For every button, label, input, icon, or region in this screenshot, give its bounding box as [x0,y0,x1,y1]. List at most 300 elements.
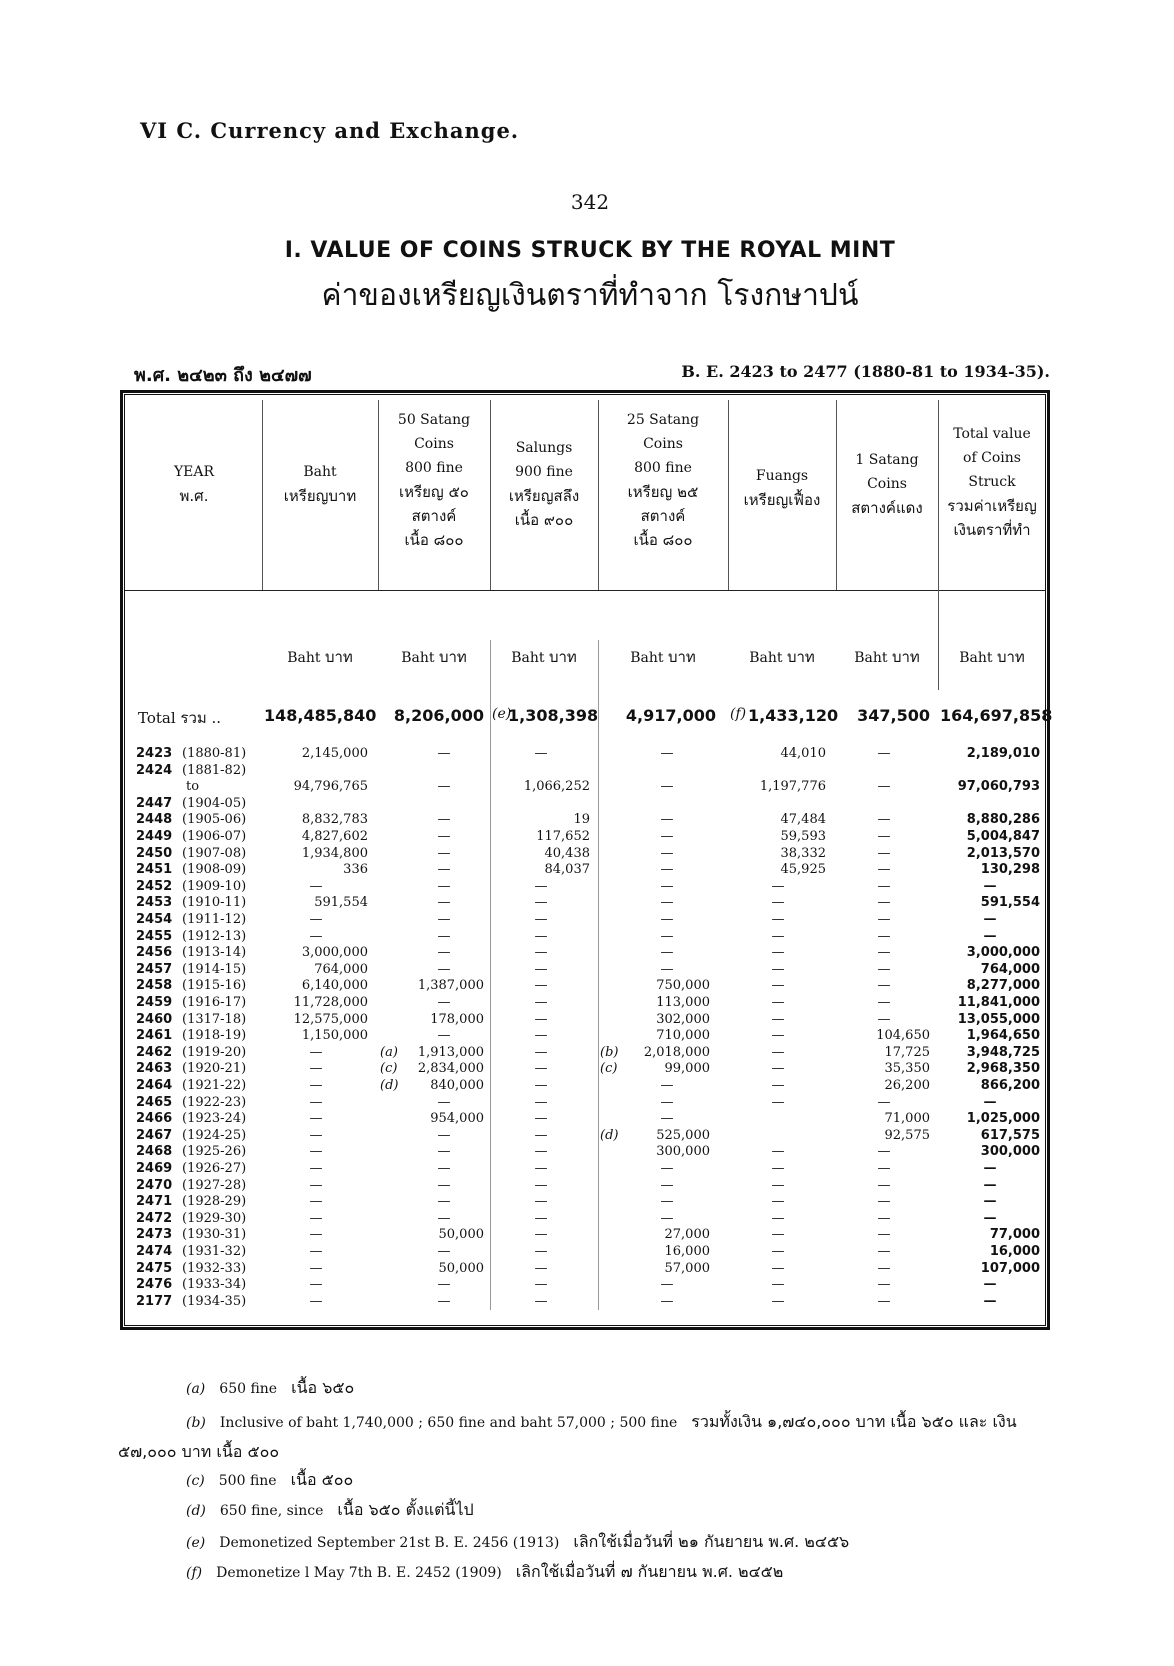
year-ad: (1913-14) [182,945,247,961]
table-row-year [136,1277,262,1293]
footnote [186,1530,849,1555]
cell-satang25: — [660,1177,674,1193]
header-satang1-l1: 1 Satang [855,452,919,468]
cell-satang25: 57,000 [664,1260,710,1276]
year-be: 2454 [136,912,173,927]
year-ad: (1912-13) [182,928,247,944]
cell-salungs: — [534,878,548,894]
year-ad: (1911-12) [182,912,247,927]
cell-satang1: 104,650 [876,1028,930,1044]
unit-baht [264,645,376,669]
cell-satang25: — [660,912,674,927]
table-row-year [136,846,262,862]
year-be: 2453 [136,895,173,911]
footnote [118,1440,279,1465]
table-row-year [136,1061,262,1077]
cell-satang25: 710,000 [656,1028,710,1044]
header-fuangs-th: เหรียญเฟื้อง [743,491,821,509]
total-satang1: 347,500 [857,706,930,725]
cell-salungs: — [534,1127,548,1143]
cell-total: — [983,1293,997,1309]
cell-salungs: — [534,912,548,927]
footnote-mark: (f) [186,1565,203,1581]
cell-satang50: — [437,1161,451,1176]
cell-satang1: — [877,928,891,944]
cell-baht: 336 [343,862,368,878]
footnote-th: เนื้อ ๖๕๐ ตั้งแต่นี้ไป [337,1500,474,1519]
header-satang1-l3: สตางค์แดง [851,499,923,517]
year-ad: (1926-27) [182,1161,247,1176]
cell-satang50: — [437,1127,451,1143]
table-row-year [136,1012,262,1028]
header-year [128,460,260,508]
footnote-th: ๕๗,๐๐๐ บาท เนื้อ ๕๐๐ [118,1442,280,1461]
cell-satang50: — [437,779,451,795]
cell-satang1: — [877,1277,891,1293]
cell-total: 97,060,793 [957,779,1040,795]
unit-en: Baht [401,650,435,666]
cell-salungs: — [534,961,548,977]
year-be: 2456 [136,945,173,961]
title-thai: ค่าของเหรียญเงินตราที่ทำจาก โรงกษาปน์ [321,278,859,313]
cell-salungs: — [534,1194,548,1210]
cell-satang1: — [877,978,891,994]
cell-satang25: — [660,1161,674,1176]
table-row-year [136,763,262,779]
cell-total: 866,200 [980,1078,1040,1093]
cell-fuangs: — [771,1194,785,1210]
cell-satang50: — [437,829,451,844]
cell-satang50: 840,000 [430,1078,484,1093]
total-label: Total รวม .. [138,709,222,727]
cell-satang25: — [660,928,674,944]
cell-salungs: 84,037 [544,862,590,878]
table-row-year [136,1227,262,1243]
unit-th: บาท [786,648,815,666]
cell-baht: 11,728,000 [293,995,368,1010]
year-ad: (1906-07) [182,829,247,844]
cell-salungs: 1,066,252 [523,779,590,795]
cell-satang25: — [660,845,674,861]
col-sep [938,400,939,690]
year-ad: (1920-21) [182,1061,247,1077]
total-satang50: 8,206,000 [393,706,484,725]
cell-salungs: — [534,746,548,761]
cell-satang25: — [660,1078,674,1093]
year-ad: (1930-31) [182,1227,247,1243]
cell-fuangs: — [771,961,785,977]
cell-baht: 4,827,602 [301,829,368,844]
year-ad: (1905-06) [182,812,247,828]
year-be: 2474 [136,1244,173,1259]
year-be: 2455 [136,928,173,944]
unit-fuangs [730,645,834,669]
cell-satang1: — [877,895,891,911]
header-rule [125,590,1045,591]
cell-salungs: — [534,1277,548,1293]
table-row-year [136,779,262,795]
cell-salungs: — [534,1028,548,1044]
header-baht [264,460,376,508]
cell-baht: 1,150,000 [301,1028,368,1044]
cell-satang25: — [660,895,674,911]
year-range-english: B. E. 2423 to 2477 (1880-81 to 1934-35). [681,362,1050,381]
footnote-en: 500 fine [218,1473,277,1489]
year-be: 2462 [136,1044,173,1060]
year-be: 2468 [136,1144,173,1160]
cell-satang50: — [437,928,451,944]
cell-total: 764,000 [980,961,1040,977]
cell-satang50: — [437,995,451,1010]
footnote-th: เนื้อ ๖๕๐ [291,1378,355,1397]
cell-baht: — [309,928,323,944]
year-ad: (1927-28) [182,1177,247,1193]
header-total-l3: Struck [968,474,1016,490]
cell-total: — [983,1277,997,1293]
year-be: 2471 [136,1194,173,1210]
cell-baht: — [309,1177,323,1193]
cell-fuangs: — [771,1260,785,1276]
unit-en: Baht [630,650,664,666]
cell-fuangs: 47,484 [780,812,826,828]
cell-baht: — [309,1277,323,1293]
cell-satang1: — [877,1194,891,1210]
cell-satang50: 50,000 [438,1227,484,1243]
cell-satang1: — [877,779,891,795]
year-ad: (1923-24) [182,1111,247,1127]
cell-salungs: — [534,895,548,911]
cell-salungs: — [534,1111,548,1127]
total-baht: 148,485,840 [264,706,377,725]
year-range-thai: พ.ศ. ๒๔๒๓ ถึง ๒๔๗๗ [134,365,312,386]
year-ad: (1928-29) [182,1194,247,1210]
table-row-year [136,1194,262,1210]
cell-fuangs: — [771,1144,785,1160]
footnote-en: Demonetize l May 7th B. E. 2452 (1909) [216,1565,502,1581]
footnote [186,1560,783,1585]
header-satang25-l2: Coins [643,436,683,452]
cell-total: 2,013,570 [966,845,1040,861]
header-satang25-l3: 800 fine [634,460,692,476]
table-row-year [136,962,262,978]
cell-satang1: — [877,845,891,861]
total-salungs-mark: (e) [492,706,512,722]
footnote [186,1468,353,1493]
table-row-year [136,1028,262,1044]
year-ad: (1909-10) [182,878,247,894]
cell-satang50: — [437,1244,451,1259]
cell-satang50: — [437,1194,451,1210]
cell-salungs: — [534,995,548,1010]
table-row-year [136,1078,262,1094]
cell-baht: — [309,1244,323,1259]
cell-baht: — [309,1260,323,1276]
unit-th: บาท [667,648,696,666]
table-row-year [136,1045,262,1061]
cell-baht: — [309,1194,323,1210]
section-heading: VI C. Currency and Exchange. [140,118,520,143]
cell-baht: — [309,878,323,894]
cell-satang25: — [660,945,674,961]
cell-satang1: — [877,1227,891,1243]
cell-fuangs: — [771,1094,785,1110]
cell-satang1: — [877,829,891,844]
footnote-mark: (a) [186,1381,206,1397]
col-sep [728,400,729,590]
cell-total: 16,000 [989,1244,1040,1259]
col-sep [378,400,379,590]
cell-fuangs: — [771,1210,785,1226]
cell-satang25: 27,000 [664,1227,710,1243]
col-sep [490,400,491,590]
cell-salungs: — [534,1227,548,1243]
cell-satang25: 113,000 [656,995,710,1010]
year-be: 2423 [136,746,173,761]
cell-total: 1,964,650 [966,1028,1040,1044]
cell-salungs: — [534,945,548,961]
cell-satang1: — [877,746,891,761]
cell-baht: — [309,1144,323,1160]
year-be: 2450 [136,845,173,861]
col-sep [836,400,837,590]
cell-total: 130,298 [980,862,1040,878]
table-row-year [136,812,262,828]
header-salungs [492,436,596,532]
header-satang50-l2: Coins [414,436,454,452]
unit-en: Baht [511,650,545,666]
table-row-year [136,1178,262,1194]
cell-salungs: 117,652 [536,829,590,844]
cell-satang50: — [437,912,451,927]
year-ad: (1916-17) [182,995,247,1010]
table-row-year [136,1261,262,1277]
unit-th: บาท [891,648,920,666]
header-satang25-l4: เหรียญ ๒๕ [627,483,699,501]
cell-baht: 1,934,800 [301,845,368,861]
unit-th: บาท [548,648,577,666]
table-row-year [136,796,262,812]
cell-salungs: 19 [573,812,590,828]
cell-satang50: — [437,1028,451,1044]
total-satang25: 4,917,000 [625,706,716,725]
cell-satang50: — [437,746,451,761]
cell-satang25: — [660,812,674,828]
cell-satang1: 71,000 [884,1111,930,1127]
total-fuangs-mark: (f) [730,706,747,722]
cell-satang25: — [660,746,674,761]
cell-salungs: — [534,1260,548,1276]
table-row-year [136,746,262,762]
header-satang25 [600,408,726,552]
cell-fuangs: 59,593 [780,829,826,844]
year-ad: (1922-23) [182,1094,247,1110]
cell-satang50-mark: (d) [380,1078,399,1093]
cell-baht: 94,796,765 [293,779,368,795]
cell-total: 300,000 [980,1144,1040,1160]
total-value: 164,697,858 [940,706,1053,725]
cell-satang25: 750,000 [656,978,710,994]
cell-salungs: — [534,1244,548,1259]
cell-salungs: — [534,1061,548,1077]
cell-fuangs: — [771,978,785,994]
table-row-year [136,1095,262,1111]
footnote-th: เลิกใช้เมื่อวันที่ ๒๑ กันยายน พ.ศ. ๒๔๕๖ [573,1532,850,1551]
cell-baht: — [309,1078,323,1093]
unit-satang1 [838,645,936,669]
table-row-year [136,978,262,994]
cell-baht: 591,554 [314,895,368,911]
year-be: 2473 [136,1227,173,1243]
footnote [186,1376,354,1401]
cell-baht: — [309,1161,323,1176]
cell-satang50: 1,913,000 [417,1044,484,1060]
cell-satang50: — [437,1210,451,1226]
cell-satang1: — [877,945,891,961]
col-sep [490,640,491,1310]
cell-fuangs: — [771,1044,785,1060]
unit-satang25 [600,645,726,669]
cell-fuangs: — [771,1227,785,1243]
cell-fuangs: — [771,1177,785,1193]
year-ad: (1919-20) [182,1044,247,1060]
cell-satang50: — [437,878,451,894]
cell-satang50: — [437,812,451,828]
header-baht-en: Baht [303,464,337,480]
header-satang1-l2: Coins [867,476,907,492]
cell-salungs: — [534,1161,548,1176]
cell-satang25-mark: (b) [600,1044,619,1060]
cell-satang25-mark: (d) [600,1127,619,1143]
header-satang25-l6: เนื้อ ๘๐๐ [633,531,693,549]
cell-satang50: 50,000 [438,1260,484,1276]
cell-fuangs: 45,925 [780,862,826,878]
cell-satang1: — [877,1094,891,1110]
cell-satang1: 35,350 [884,1061,930,1077]
cell-satang1: 17,725 [884,1044,930,1060]
total-salungs: 1,308,398 [508,706,599,725]
header-satang50-l4: เหรียญ ๕๐ [399,483,469,501]
cell-satang1: 92,575 [884,1127,930,1143]
cell-baht: — [309,912,323,927]
cell-satang1: — [877,862,891,878]
year-ad: (1908-09) [182,862,247,878]
year-be: 2472 [136,1210,173,1226]
cell-salungs: — [534,1144,548,1160]
footnote-mark: (e) [186,1535,206,1551]
cell-satang50: — [437,1094,451,1110]
year-ad: (1929-30) [182,1210,247,1226]
year-be: 2459 [136,995,173,1010]
header-satang1 [838,448,936,520]
cell-fuangs: — [771,928,785,944]
cell-satang50: — [437,1177,451,1193]
cell-satang1: — [877,1011,891,1027]
year-ad: (1317-18) [182,1011,247,1027]
year-ad: (1881-82) [182,762,247,778]
cell-satang50: 178,000 [430,1011,484,1027]
table-row-year [136,929,262,945]
cell-total: 13,055,000 [957,1011,1040,1027]
cell-satang1: — [877,878,891,894]
cell-satang25: — [660,1094,674,1110]
cell-salungs: — [534,978,548,994]
cell-baht: — [309,1293,323,1309]
cell-salungs: — [534,1078,548,1093]
header-baht-th: เหรียญบาท [283,487,357,505]
year-ad: (1931-32) [182,1244,247,1259]
footnote-th: รวมทั้งเงิน ๑,๗๔๐,๐๐๐ บาท เนื้อ ๖๕๐ และ เงิน [691,1412,1017,1431]
year-be: 2463 [136,1061,173,1077]
header-salungs-l1: Salungs [515,440,573,456]
table-row-year [136,1128,262,1144]
cell-satang50: — [437,1277,451,1293]
header-year-th: พ.ศ. [179,487,209,505]
cell-fuangs: — [771,945,785,961]
cell-salungs: — [534,1011,548,1027]
unit-total [940,645,1044,669]
cell-satang1: — [877,912,891,927]
footnote-en: 650 fine [219,1381,278,1397]
year-ad: (1915-16) [182,978,247,994]
cell-satang1: 26,200 [884,1078,930,1093]
cell-satang25: 16,000 [664,1244,710,1259]
header-total-l5: เงินตราที่ทำ [953,521,1031,539]
year-ad: (1925-26) [182,1144,247,1160]
cell-satang50: 2,834,000 [417,1061,484,1077]
cell-baht: 12,575,000 [293,1011,368,1027]
year-be: 2461 [136,1028,173,1044]
year-be: 2467 [136,1127,173,1143]
cell-baht: 2,145,000 [301,746,368,761]
cell-satang1: — [877,812,891,828]
col-sep [598,640,599,1310]
cell-total: 8,277,000 [966,978,1040,994]
year-ad: (1932-33) [182,1260,247,1276]
year-be: 2465 [136,1094,173,1110]
cell-satang25: — [660,1111,674,1127]
cell-total: 2,968,350 [966,1061,1040,1077]
unit-th: บาท [324,648,353,666]
unit-satang50 [380,645,488,669]
header-year-en: YEAR [173,464,215,480]
unit-en: Baht [959,650,993,666]
cell-total: — [983,878,997,894]
year-ad: (1933-34) [182,1277,247,1293]
cell-fuangs: — [771,1061,785,1077]
year-ad: (1918-19) [182,1028,247,1044]
col-sep [262,400,263,590]
cell-salungs: — [534,1044,548,1060]
cell-satang1: — [877,1260,891,1276]
cell-baht: — [309,1210,323,1226]
year-ad: (1921-22) [182,1078,247,1093]
cell-baht: — [309,1044,323,1060]
total-fuangs: 1,433,120 [748,706,839,725]
table-row-year [136,945,262,961]
year-be: 2448 [136,812,173,828]
cell-satang1: — [877,995,891,1010]
unit-salungs [492,645,596,669]
cell-satang50: 1,387,000 [417,978,484,994]
year-ad: (1924-25) [182,1127,247,1143]
cell-satang25: 302,000 [656,1011,710,1027]
year-be: 2452 [136,878,173,894]
cell-fuangs: — [771,1161,785,1176]
cell-baht: 6,140,000 [301,978,368,994]
footnote [186,1410,1017,1435]
cell-fuangs: — [771,1293,785,1309]
cell-satang50: — [437,961,451,977]
